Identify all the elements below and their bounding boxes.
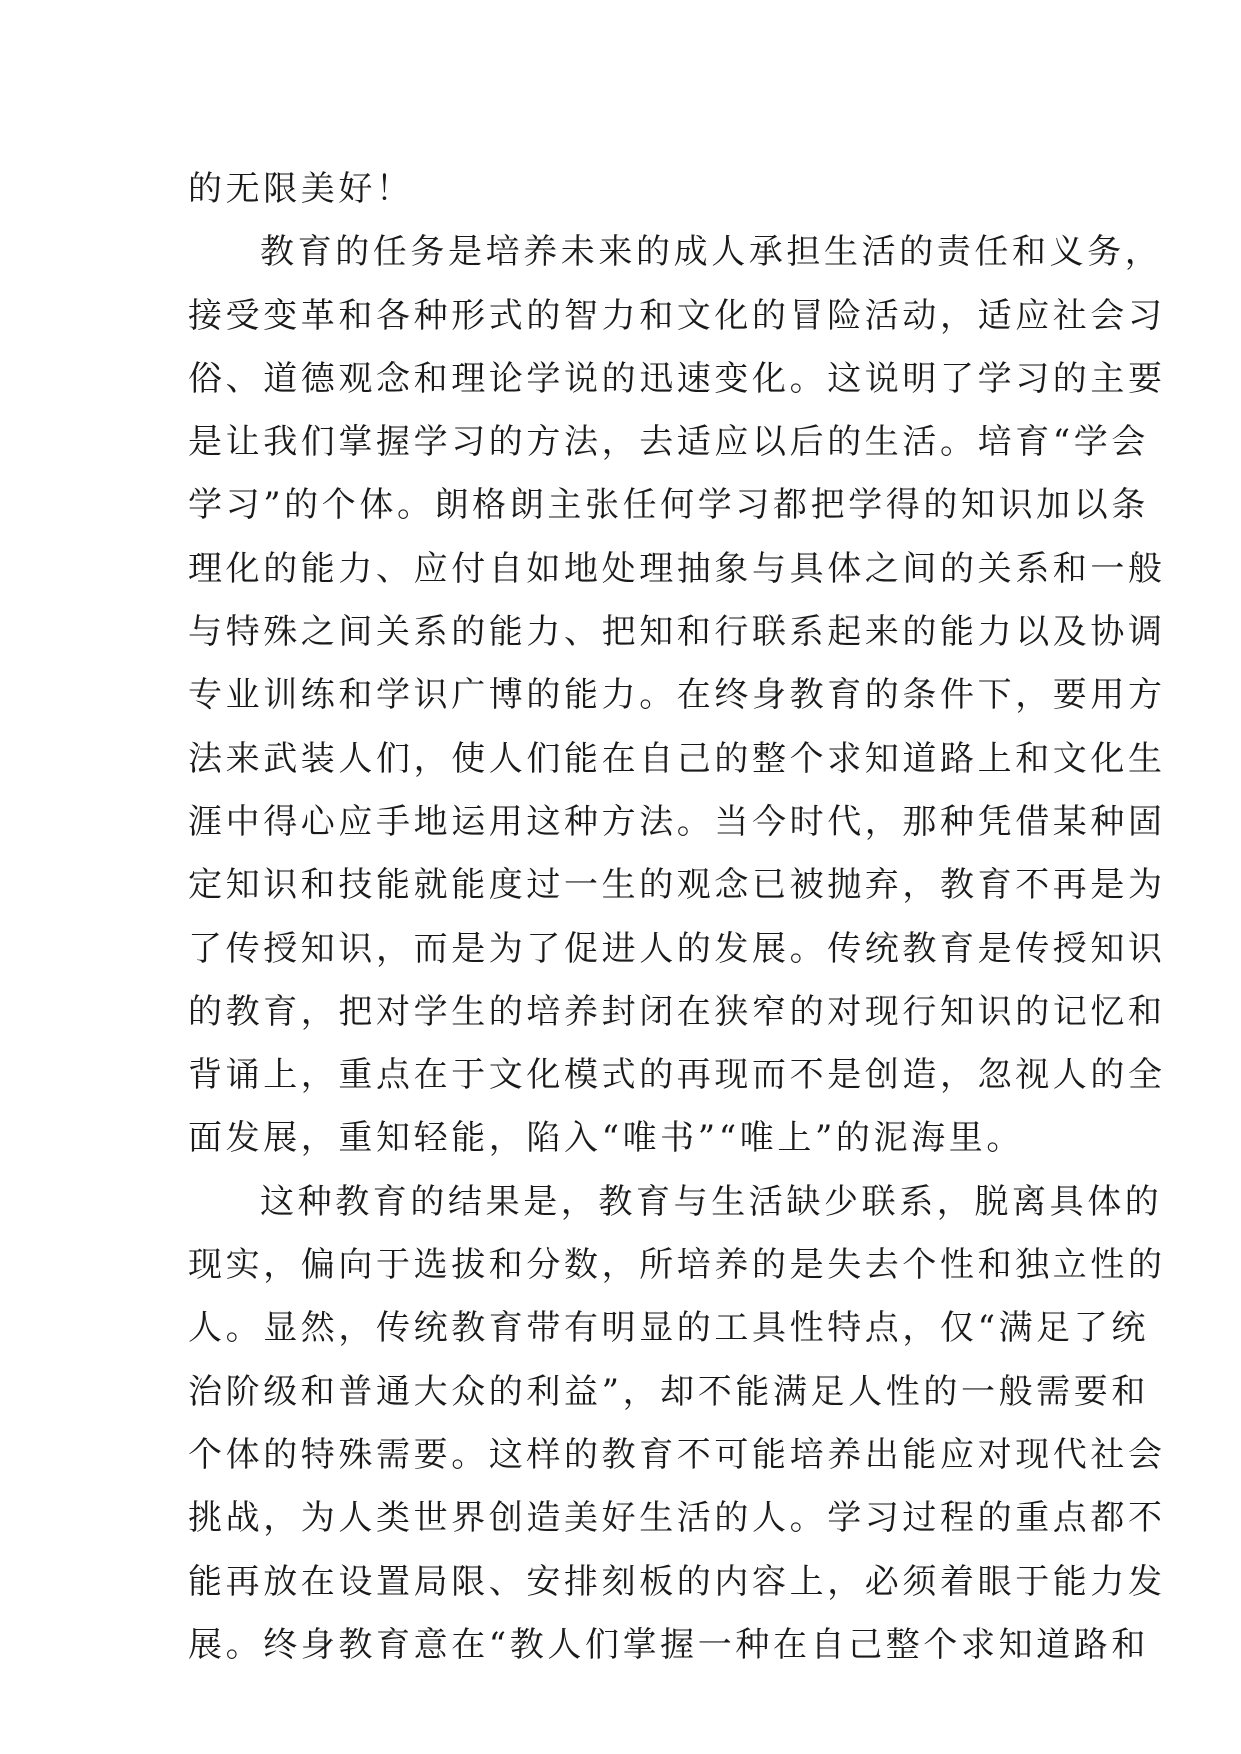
text-line: 俗、道德观念和理论学说的迅速变化。这说明了学习的主要	[188, 358, 1166, 399]
text-line: 挑战，为人类世界创造美好生活的人。学习过程的重点都不	[188, 1498, 1166, 1539]
text-line: 现实，偏向于选拔和分数，所培养的是失去个性和独立性的	[188, 1245, 1166, 1286]
text-line: 与特殊之间关系的能力、把知和行联系起来的能力以及协调	[188, 612, 1166, 653]
text-line: 理化的能力、应付自如地处理抽象与具体之间的关系和一般	[188, 548, 1166, 589]
text-line: 治阶级和普通大众的利益”，却不能满足人性的一般需要和	[188, 1371, 1149, 1412]
text-line: 能再放在设置局限、安排刻板的内容上，必须着眼于能力发	[188, 1561, 1166, 1602]
text-line: 涯中得心应手地运用这种方法。当今时代，那种凭借某种固	[188, 801, 1166, 842]
text-line: 定知识和技能就能度过一生的观念已被抛弃，教育不再是为	[188, 865, 1166, 906]
text-line: 法来武装人们，使人们能在自己的整个求知道路上和文化生	[188, 738, 1166, 779]
text-line: 人。显然，传统教育带有明显的工具性特点，仅“满足了统	[188, 1308, 1149, 1349]
text-line: 这种教育的结果是，教育与生活缺少联系，脱离具体的	[260, 1181, 1163, 1222]
text-line: 展。终身教育意在“教人们掌握一种在自己整个求知道路和	[188, 1624, 1149, 1665]
text-line: 面发展，重知轻能，陷入“唯书”“唯上”的泥海里。	[188, 1118, 1024, 1159]
text-line: 教育的任务是培养未来的成人承担生活的责任和义务，	[260, 232, 1163, 273]
text-line: 了传授知识，而是为了促进人的发展。传统教育是传授知识	[188, 928, 1166, 969]
body-text	[188, 158, 1166, 1677]
text-line: 学习”的个体。朗格朗主张任何学习都把学得的知识加以条	[188, 485, 1149, 526]
text-line: 是让我们掌握学习的方法，去适应以后的生活。培育“学会	[188, 422, 1149, 463]
text-line: 个体的特殊需要。这样的教育不可能培养出能应对现代社会	[188, 1434, 1166, 1475]
text-line: 专业训练和学识广博的能力。在终身教育的条件下，要用方	[188, 675, 1166, 716]
text-line: 背诵上，重点在于文化模式的再现而不是创造，忽视人的全	[188, 1055, 1166, 1096]
text-line: 的教育，把对学生的培养封闭在狭窄的对现行知识的记忆和	[188, 991, 1166, 1032]
text-line: 接受变革和各种形式的智力和文化的冒险活动，适应社会习	[188, 295, 1166, 336]
text-line: 的无限美好！	[188, 169, 414, 209]
